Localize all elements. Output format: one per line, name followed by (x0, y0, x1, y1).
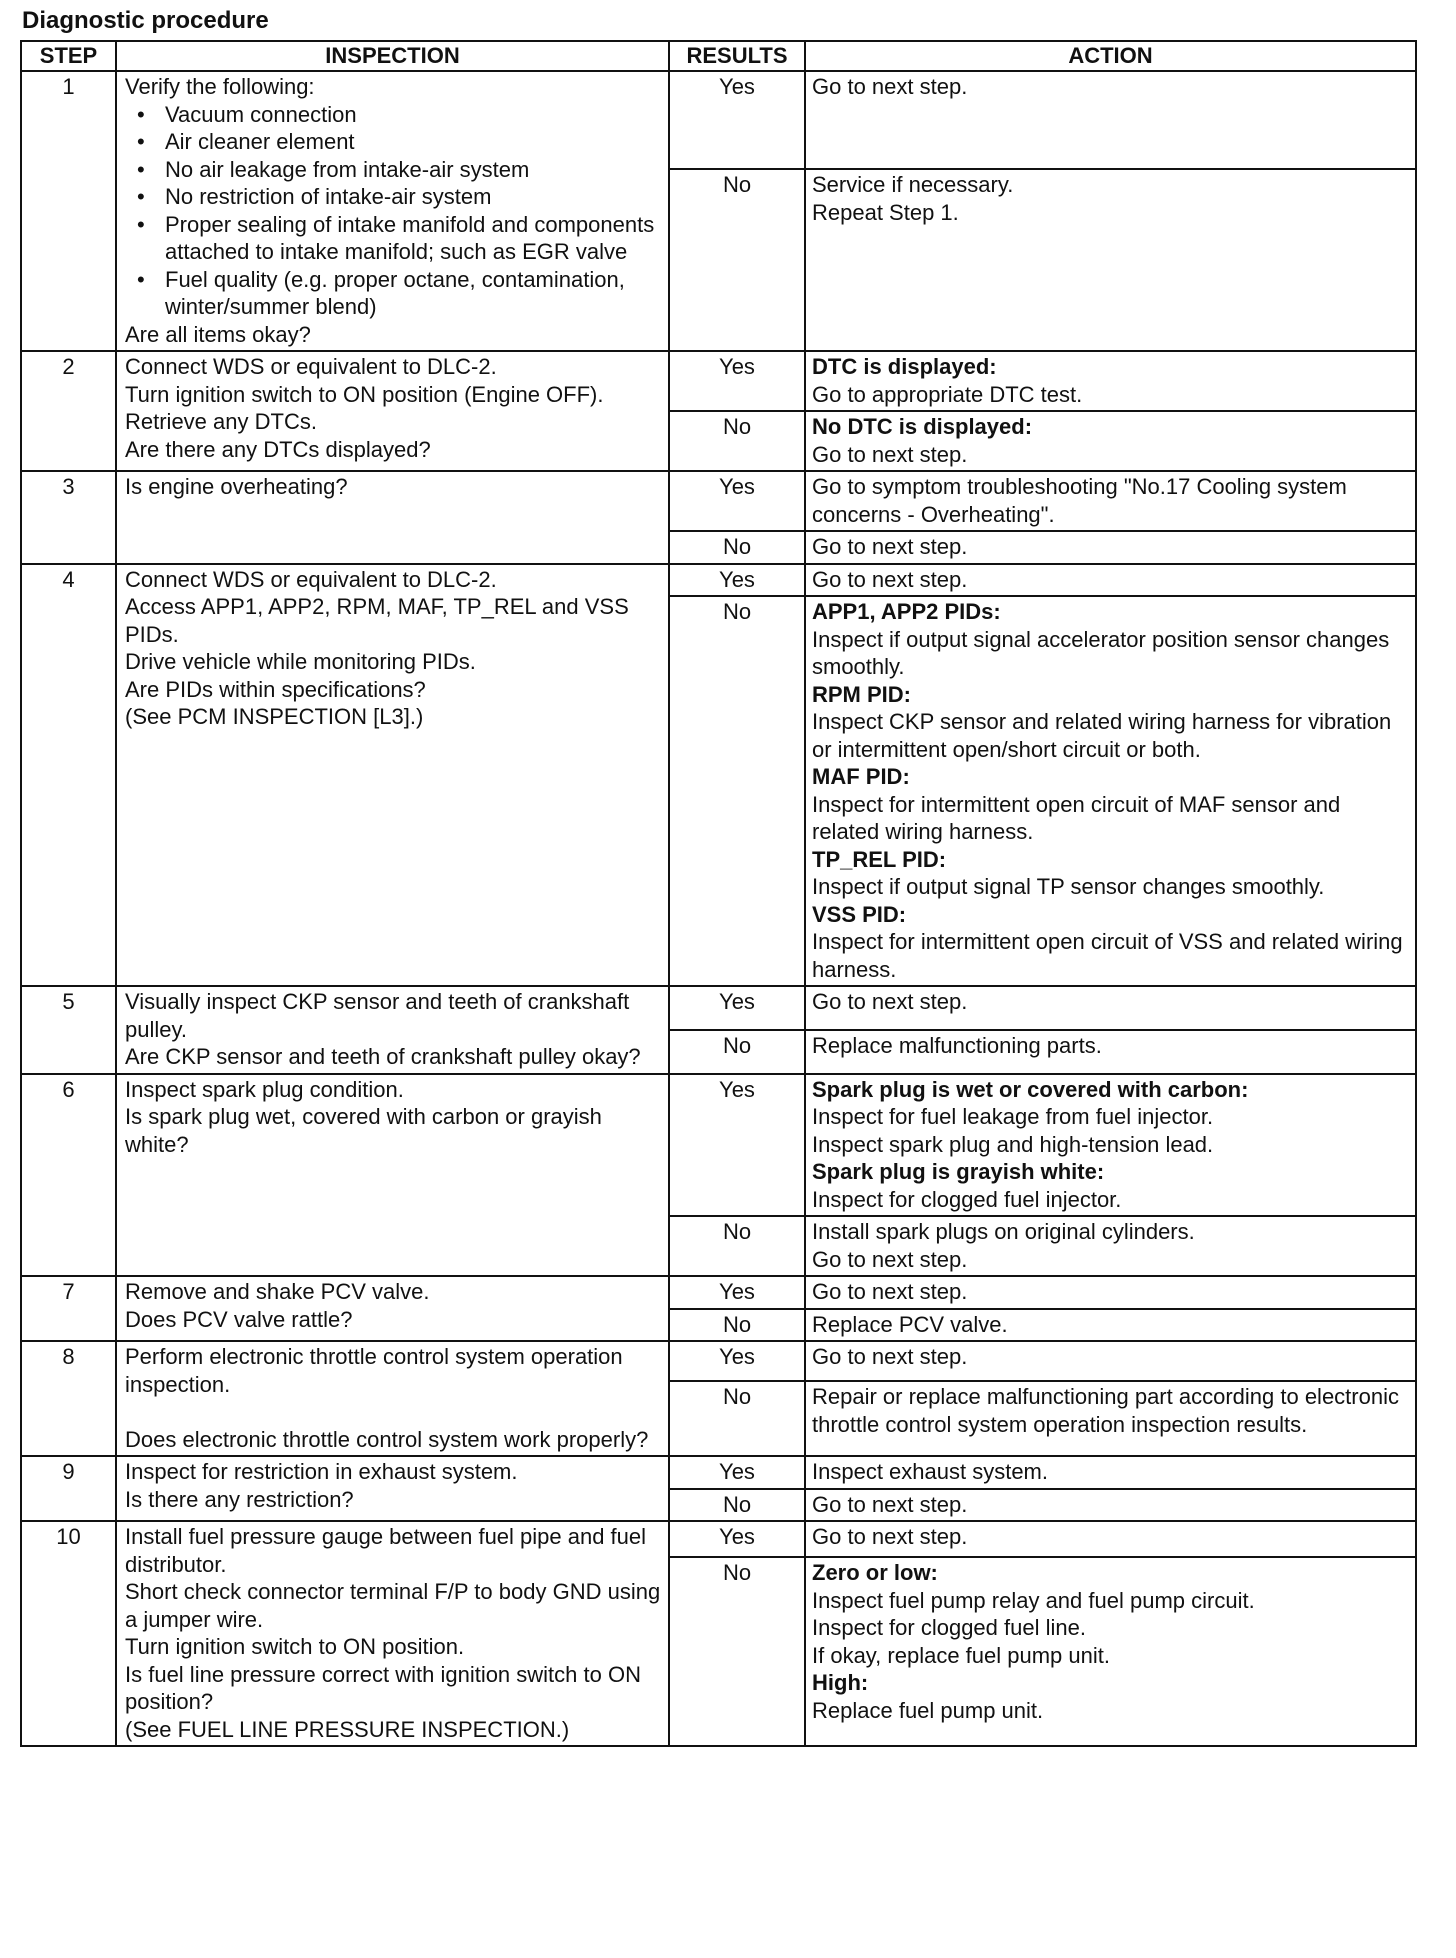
diagnostic-table (20, 40, 1417, 1747)
inspection-cell (116, 471, 669, 564)
bullet-icon: • (137, 129, 145, 154)
result-yes: Yes (669, 1341, 805, 1381)
checklist-text: Vacuum connection (165, 101, 357, 127)
step-number: 9 (21, 1456, 116, 1521)
inspection-text: Access APP1, APP2, RPM, MAF, TP_REL and VSS PIDs. (125, 594, 629, 647)
inspection-text: Visually inspect CKP sensor and teeth of crankshaft pulley. (125, 989, 630, 1042)
header-inspection: INSPECTION (116, 41, 669, 71)
action-text: Inspect spark plug and high-tension lead. (812, 1131, 1214, 1157)
action-text: Replace malfunctioning parts. (812, 1032, 1102, 1058)
action-heading: MAF PID: (812, 764, 910, 789)
action-text: Repeat Step 1. (812, 199, 959, 225)
step-number: 6 (21, 1074, 116, 1277)
action-yes (805, 1521, 1416, 1557)
table-row (21, 471, 1416, 531)
inspection-text: Verify the following: (125, 74, 315, 99)
action-text: Go to next step. (812, 1344, 968, 1369)
action-heading: TP_REL PID: (812, 846, 947, 872)
inspection-cell (116, 564, 669, 987)
action-text: Go to next step. (812, 566, 968, 592)
checklist-item (125, 266, 662, 321)
checklist-text: Air cleaner element (165, 129, 355, 154)
inspection-question: Are CKP sensor and teeth of crankshaft pulley okay? (125, 1044, 641, 1069)
checklist-text: No air leakage from intake-air system (165, 156, 530, 182)
table-row (21, 1456, 1416, 1489)
inspection-question: Are all items okay? (125, 321, 311, 347)
bullet-icon: • (137, 266, 145, 292)
action-text: Go to next step. (812, 1491, 968, 1517)
table-row (21, 986, 1416, 1030)
action-text: Inspect for fuel leakage from fuel injector. (812, 1104, 1214, 1129)
action-heading: Zero or low: (812, 1560, 938, 1586)
header-row (21, 41, 1416, 71)
step-number: 4 (21, 564, 116, 987)
inspection-cell (116, 1456, 669, 1521)
bullet-icon: • (137, 156, 145, 182)
action-heading: RPM PID: (812, 681, 911, 707)
inspection-question: Does PCV valve rattle? (125, 1306, 353, 1332)
action-text: Inspect for clogged fuel line. (812, 1615, 1086, 1641)
inspection-cell (116, 71, 669, 351)
table-row (21, 1521, 1416, 1557)
action-text: Go to next step. (812, 1246, 968, 1272)
action-no (805, 169, 1416, 351)
action-heading: No DTC is displayed: (812, 414, 1033, 439)
action-text: Go to next step. (812, 534, 968, 559)
action-text: Go to appropriate DTC test. (812, 381, 1083, 407)
checklist-text: Proper sealing of intake manifold and components attached to intake manifold; such as EGR valve (165, 211, 655, 264)
action-text: Inspect exhaust system. (812, 1459, 1048, 1484)
step-number: 2 (21, 351, 116, 471)
action-yes (805, 1074, 1416, 1217)
table-row (21, 564, 1416, 597)
result-no: No (669, 1030, 805, 1074)
checklist-text: Fuel quality (e.g. proper octane, contamination, winter/summer blend) (165, 266, 625, 319)
action-heading: APP1, APP2 PIDs: (812, 599, 1001, 624)
action-text: Repair or replace malfunctioning part according to electronic throttle control system operation inspection results. (812, 1384, 1399, 1437)
result-yes: Yes (669, 1521, 805, 1557)
action-no (805, 1216, 1416, 1276)
result-yes: Yes (669, 471, 805, 531)
action-heading: VSS PID: (812, 901, 907, 927)
table-row (21, 1276, 1416, 1309)
page-title: Diagnostic procedure (22, 7, 269, 34)
action-text: Inspect CKP sensor and related wiring harness for vibration or intermittent open/short circuit or both. (812, 709, 1392, 762)
bullet-icon: • (137, 211, 145, 237)
action-text: Inspect fuel pump relay and fuel pump circuit. (812, 1587, 1255, 1613)
checklist (125, 101, 662, 321)
action-yes (805, 71, 1416, 169)
action-text: Go to next step. (812, 1524, 968, 1549)
bullet-icon: • (137, 101, 145, 127)
inspection-text: Perform electronic throttle control system operation inspection. (125, 1344, 623, 1397)
inspection-text: Connect WDS or equivalent to DLC-2. (125, 354, 497, 379)
checklist-item (125, 128, 662, 156)
result-yes: Yes (669, 1074, 805, 1217)
action-text: Go to next step. (812, 989, 968, 1014)
action-no (805, 1030, 1416, 1074)
inspection-question: Is fuel line pressure correct with ignition switch to ON position? (125, 1661, 641, 1714)
action-text: Install spark plugs on original cylinders. (812, 1219, 1195, 1244)
inspection-question: Is engine overheating? (125, 474, 348, 499)
result-yes: Yes (669, 1456, 805, 1489)
step-number: 8 (21, 1341, 116, 1456)
action-text: Service if necessary. (812, 172, 1014, 198)
inspection-question: Are there any DTCs displayed? (125, 436, 431, 462)
inspection-text: Short check connector terminal F/P to body GND using a jumper wire. (125, 1579, 661, 1632)
result-yes: Yes (669, 986, 805, 1030)
inspection-cell (116, 1341, 669, 1456)
inspection-reference: (See FUEL LINE PRESSURE INSPECTION.) (125, 1716, 570, 1742)
table-row (21, 1074, 1416, 1217)
inspection-question: Are PIDs within specifications? (125, 676, 426, 702)
result-yes: Yes (669, 71, 805, 169)
action-yes (805, 1276, 1416, 1309)
step-number: 3 (21, 471, 116, 564)
inspection-cell (116, 351, 669, 471)
checklist-text: No restriction of intake-air system (165, 184, 492, 209)
action-text: Go to next step. (812, 1279, 968, 1304)
action-no (805, 1309, 1416, 1342)
inspection-question: Does electronic throttle control system work properly? (125, 1426, 649, 1452)
result-no: No (669, 596, 805, 986)
inspection-cell (116, 1521, 669, 1746)
action-yes (805, 1341, 1416, 1381)
action-heading: High: (812, 1670, 869, 1696)
inspection-reference: (See PCM INSPECTION [L3].) (125, 704, 424, 729)
header-results: RESULTS (669, 41, 805, 71)
checklist-item (125, 156, 662, 184)
action-text: Go to next step. (812, 74, 968, 99)
result-yes: Yes (669, 564, 805, 597)
action-text: Inspect for clogged fuel injector. (812, 1186, 1122, 1212)
table-row (21, 1341, 1416, 1381)
header-step: STEP (21, 41, 116, 71)
result-yes: Yes (669, 1276, 805, 1309)
result-no: No (669, 1489, 805, 1522)
inspection-text: Inspect spark plug condition. (125, 1076, 404, 1102)
result-no: No (669, 411, 805, 471)
action-heading: Spark plug is grayish white: (812, 1159, 1105, 1184)
table-row (21, 351, 1416, 411)
result-no: No (669, 1309, 805, 1342)
step-number: 7 (21, 1276, 116, 1341)
step-number: 1 (21, 71, 116, 351)
action-no (805, 1557, 1416, 1746)
result-no: No (669, 1216, 805, 1276)
result-no: No (669, 1557, 805, 1746)
checklist-item (125, 101, 662, 129)
inspection-question: Is spark plug wet, covered with carbon or grayish white? (125, 1104, 602, 1157)
action-heading: DTC is displayed: (812, 354, 997, 379)
spacer (125, 1398, 662, 1426)
inspection-text: Install fuel pressure gauge between fuel pipe and fuel distributor. (125, 1524, 647, 1577)
action-heading: Spark plug is wet or covered with carbon: (812, 1076, 1249, 1102)
result-yes: Yes (669, 351, 805, 411)
result-no: No (669, 1381, 805, 1456)
action-no (805, 411, 1416, 471)
result-no: No (669, 169, 805, 351)
action-yes (805, 351, 1416, 411)
inspection-text: Connect WDS or equivalent to DLC-2. (125, 566, 497, 592)
inspection-text: Turn ignition switch to ON position (Engine OFF). (125, 381, 604, 407)
step-number: 10 (21, 1521, 116, 1746)
bullet-icon: • (137, 184, 145, 209)
header-action: ACTION (805, 41, 1416, 71)
action-yes (805, 1456, 1416, 1489)
step-number: 5 (21, 986, 116, 1074)
action-text: Go to symptom troubleshooting "No.17 Cooling system concerns - Overheating". (812, 474, 1347, 527)
checklist-item (125, 183, 662, 211)
action-text: If okay, replace fuel pump unit. (812, 1642, 1110, 1668)
action-no (805, 531, 1416, 564)
inspection-text: Drive vehicle while monitoring PIDs. (125, 649, 476, 674)
action-text: Inspect if output signal accelerator position sensor changes smoothly. (812, 626, 1390, 679)
inspection-question: Is there any restriction? (125, 1486, 354, 1512)
checklist-item (125, 211, 662, 266)
action-no (805, 1381, 1416, 1456)
action-text: Replace fuel pump unit. (812, 1697, 1044, 1723)
inspection-text: Remove and shake PCV valve. (125, 1279, 430, 1304)
action-text: Replace PCV valve. (812, 1311, 1008, 1337)
action-text: Go to next step. (812, 441, 968, 467)
inspection-cell (116, 986, 669, 1074)
table-row (21, 71, 1416, 169)
action-text: Inspect if output signal TP sensor changes smoothly. (812, 874, 1325, 899)
inspection-text: Inspect for restriction in exhaust system. (125, 1459, 518, 1484)
action-text: Inspect for intermittent open circuit of MAF sensor and related wiring harness. (812, 791, 1341, 844)
inspection-cell (116, 1074, 669, 1277)
action-no (805, 1489, 1416, 1522)
inspection-text: Turn ignition switch to ON position. (125, 1634, 465, 1659)
action-yes (805, 564, 1416, 597)
inspection-text: Retrieve any DTCs. (125, 409, 317, 434)
action-yes (805, 986, 1416, 1030)
action-text: Inspect for intermittent open circuit of VSS and related wiring harness. (812, 929, 1403, 982)
result-no: No (669, 531, 805, 564)
inspection-cell (116, 1276, 669, 1341)
action-no (805, 596, 1416, 986)
action-yes (805, 471, 1416, 531)
